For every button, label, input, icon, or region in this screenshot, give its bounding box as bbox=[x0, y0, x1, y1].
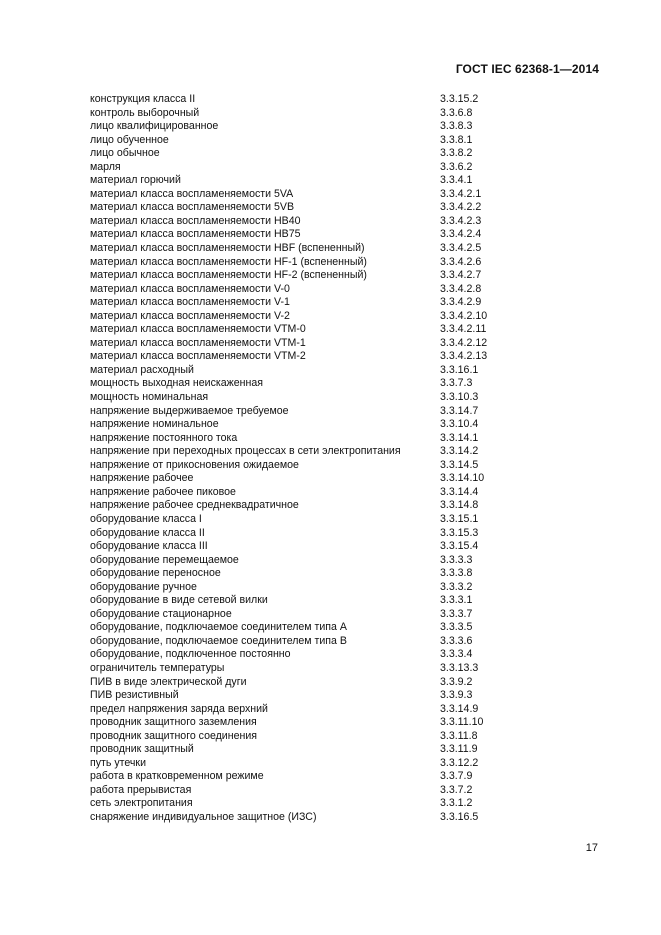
index-reference: 3.3.3.1 bbox=[440, 594, 473, 607]
index-entry bbox=[90, 527, 590, 541]
index-entry bbox=[90, 188, 590, 202]
index-reference: 3.3.11.10 bbox=[440, 716, 484, 729]
index-term: материал класса воспламеняемости V-1 bbox=[90, 296, 290, 309]
index-reference: 3.3.8.2 bbox=[440, 147, 473, 160]
index-entry bbox=[90, 554, 590, 568]
index-term: сеть электропитания bbox=[90, 797, 193, 810]
index-entry bbox=[90, 635, 590, 649]
index-entry bbox=[90, 730, 590, 744]
index-reference: 3.3.11.9 bbox=[440, 743, 478, 756]
index-reference: 3.3.7.2 bbox=[440, 783, 473, 796]
index-entry bbox=[90, 797, 590, 811]
index-entry bbox=[90, 107, 590, 121]
index-term: материал расходный bbox=[90, 363, 194, 376]
index-entry bbox=[90, 472, 590, 486]
index-entry bbox=[90, 215, 590, 229]
index-term: материал класса воспламеняемости HF-2 (вспененный) bbox=[90, 269, 367, 282]
index-term: оборудование переносное bbox=[90, 567, 221, 580]
index-reference: 3.3.9.3 bbox=[440, 689, 473, 702]
index-reference: 3.3.4.2.2 bbox=[440, 201, 482, 214]
index-entry bbox=[90, 703, 590, 717]
index-term: лицо обученное bbox=[90, 133, 169, 146]
index-term: оборудование, подключаемое соединителем типа В bbox=[90, 634, 347, 647]
index-entry bbox=[90, 757, 590, 771]
index-entry bbox=[90, 228, 590, 242]
index-term: напряжение рабочее среднеквадратичное bbox=[90, 499, 299, 512]
term-index-list bbox=[90, 93, 590, 825]
index-reference: 3.3.4.2.5 bbox=[440, 242, 482, 255]
index-reference: 3.3.8.1 bbox=[440, 133, 473, 146]
index-term: оборудование в виде сетевой вилки bbox=[90, 594, 268, 607]
index-entry bbox=[90, 147, 590, 161]
index-term: материал класса воспламеняемости 5VA bbox=[90, 187, 294, 200]
index-entry bbox=[90, 784, 590, 798]
index-reference: 3.3.11.8 bbox=[440, 729, 478, 742]
document-header: ГОСТ IEC 62368-1—2014 bbox=[455, 62, 599, 76]
index-entry bbox=[90, 811, 590, 825]
index-term: материал класса воспламеняемости VTM-2 bbox=[90, 350, 306, 363]
index-term: лицо обычное bbox=[90, 147, 160, 160]
index-term: проводник защитного заземления bbox=[90, 716, 257, 729]
index-entry bbox=[90, 337, 590, 351]
index-entry bbox=[90, 648, 590, 662]
index-term: материал класса воспламеняемости VTM-0 bbox=[90, 323, 306, 336]
index-reference: 3.3.13.3 bbox=[440, 661, 479, 674]
index-term: оборудование перемещаемое bbox=[90, 553, 239, 566]
index-entry bbox=[90, 459, 590, 473]
index-term: материал класса воспламеняемости HF-1 (вспененный) bbox=[90, 255, 367, 268]
index-entry bbox=[90, 256, 590, 270]
index-reference: 3.3.6.2 bbox=[440, 160, 473, 173]
index-term: предел напряжения заряда верхний bbox=[90, 702, 268, 715]
index-term: оборудование, подключенное постоянно bbox=[90, 648, 291, 661]
index-term: конструкция класса II bbox=[90, 93, 196, 105]
index-reference: 3.3.15.2 bbox=[440, 93, 479, 105]
index-reference: 3.3.3.5 bbox=[440, 621, 473, 634]
index-term: материал класса воспламеняемости HBF (вспененный) bbox=[90, 242, 365, 255]
index-entry bbox=[90, 581, 590, 595]
index-entry bbox=[90, 296, 590, 310]
index-reference: 3.3.3.3 bbox=[440, 553, 473, 566]
index-entry bbox=[90, 662, 590, 676]
index-reference: 3.3.4.1 bbox=[440, 174, 473, 187]
index-term: проводник защитного соединения bbox=[90, 729, 257, 742]
index-reference: 3.3.14.10 bbox=[440, 472, 485, 485]
index-entry bbox=[90, 350, 590, 364]
index-reference: 3.3.4.2.3 bbox=[440, 214, 482, 227]
index-entry bbox=[90, 174, 590, 188]
index-term: путь утечки bbox=[90, 756, 146, 769]
index-reference: 3.3.16.5 bbox=[440, 810, 479, 823]
index-term: материал класса воспламеняемости HB40 bbox=[90, 214, 301, 227]
index-term: снаряжение индивидуальное защитное (ИЗС) bbox=[90, 810, 317, 823]
index-reference: 3.3.14.8 bbox=[440, 499, 479, 512]
index-entry bbox=[90, 716, 590, 730]
index-term: оборудование класса II bbox=[90, 526, 205, 539]
index-reference: 3.3.10.4 bbox=[440, 418, 479, 431]
index-reference: 3.3.4.2.11 bbox=[440, 323, 487, 336]
index-reference: 3.3.3.8 bbox=[440, 567, 473, 580]
index-reference: 3.3.14.5 bbox=[440, 458, 479, 471]
index-term: оборудование, подключаемое соединителем типа А bbox=[90, 621, 347, 634]
index-entry bbox=[90, 770, 590, 784]
index-term: марля bbox=[90, 160, 121, 173]
index-entry bbox=[90, 391, 590, 405]
index-reference: 3.3.14.7 bbox=[440, 404, 479, 417]
index-term: материал класса воспламеняемости HB75 bbox=[90, 228, 301, 241]
index-reference: 3.3.4.2.7 bbox=[440, 269, 482, 282]
index-term: контроль выборочный bbox=[90, 106, 200, 119]
index-reference: 3.3.3.7 bbox=[440, 607, 473, 620]
index-term: материал класса воспламеняемости VTM-1 bbox=[90, 336, 306, 349]
index-entry bbox=[90, 283, 590, 297]
index-entry bbox=[90, 486, 590, 500]
index-reference: 3.3.15.1 bbox=[440, 512, 479, 525]
index-entry bbox=[90, 93, 590, 107]
index-entry bbox=[90, 621, 590, 635]
index-entry bbox=[90, 134, 590, 148]
index-term: ПИВ резистивный bbox=[90, 689, 179, 702]
index-reference: 3.3.7.9 bbox=[440, 770, 473, 783]
index-term: напряжение выдерживаемое требуемое bbox=[90, 404, 289, 417]
index-entry bbox=[90, 418, 590, 432]
index-reference: 3.3.3.4 bbox=[440, 648, 473, 661]
index-entry bbox=[90, 432, 590, 446]
index-term: оборудование класса I bbox=[90, 512, 202, 525]
index-reference: 3.3.7.3 bbox=[440, 377, 473, 390]
index-reference: 3.3.4.2.1 bbox=[440, 187, 482, 200]
index-term: оборудование класса III bbox=[90, 540, 208, 553]
index-reference: 3.3.14.9 bbox=[440, 702, 479, 715]
index-term: ПИВ в виде электрической дуги bbox=[90, 675, 247, 688]
index-reference: 3.3.6.8 bbox=[440, 106, 473, 119]
index-term: работа в кратковременном режиме bbox=[90, 770, 264, 783]
index-entry bbox=[90, 323, 590, 337]
index-reference: 3.3.12.2 bbox=[440, 756, 479, 769]
index-term: материал горючий bbox=[90, 174, 181, 187]
index-reference: 3.3.14.1 bbox=[440, 431, 479, 444]
index-entry bbox=[90, 161, 590, 175]
index-term: материал класса воспламеняемости V-2 bbox=[90, 309, 290, 322]
index-term: материал класса воспламеняемости 5VB bbox=[90, 201, 295, 214]
index-entry bbox=[90, 689, 590, 703]
index-reference: 3.3.3.6 bbox=[440, 634, 473, 647]
index-entry bbox=[90, 377, 590, 391]
index-term: напряжение от прикосновения ожидаемое bbox=[90, 458, 299, 471]
index-reference: 3.3.14.4 bbox=[440, 485, 479, 498]
index-entry bbox=[90, 120, 590, 134]
index-reference: 3.3.8.3 bbox=[440, 120, 473, 133]
index-term: мощность выходная неискаженная bbox=[90, 377, 263, 390]
index-reference: 3.3.4.2.4 bbox=[440, 228, 482, 241]
index-entry bbox=[90, 242, 590, 256]
index-entry bbox=[90, 594, 590, 608]
index-reference: 3.3.1.2 bbox=[440, 797, 473, 810]
index-term: напряжение при переходных процессах в сети электропитания bbox=[90, 445, 401, 458]
index-reference: 3.3.16.1 bbox=[440, 363, 479, 376]
index-reference: 3.3.10.3 bbox=[440, 391, 479, 404]
index-entry bbox=[90, 310, 590, 324]
index-term: мощность номинальная bbox=[90, 391, 209, 404]
index-entry bbox=[90, 540, 590, 554]
index-reference: 3.3.4.2.10 bbox=[440, 309, 488, 322]
index-term: напряжение рабочее bbox=[90, 472, 194, 485]
index-reference: 3.3.15.4 bbox=[440, 540, 479, 553]
index-term: материал класса воспламеняемости V-0 bbox=[90, 282, 290, 295]
index-reference: 3.3.9.2 bbox=[440, 675, 473, 688]
index-entry bbox=[90, 608, 590, 622]
page-number: 17 bbox=[585, 842, 598, 854]
index-term: работа прерывистая bbox=[90, 783, 192, 796]
index-entry bbox=[90, 499, 590, 513]
index-reference: 3.3.4.2.9 bbox=[440, 296, 482, 309]
index-entry bbox=[90, 445, 590, 459]
index-entry bbox=[90, 364, 590, 378]
index-entry bbox=[90, 405, 590, 419]
index-entry bbox=[90, 201, 590, 215]
index-term: напряжение рабочее пиковое bbox=[90, 485, 236, 498]
index-term: напряжение номинальное bbox=[90, 418, 219, 431]
index-term: напряжение постоянного тока bbox=[90, 431, 238, 444]
index-reference: 3.3.4.2.12 bbox=[440, 336, 488, 349]
index-reference: 3.3.4.2.13 bbox=[440, 350, 488, 363]
index-entry bbox=[90, 567, 590, 581]
index-entry bbox=[90, 743, 590, 757]
index-term: оборудование стационарное bbox=[90, 607, 232, 620]
index-reference: 3.3.4.2.8 bbox=[440, 282, 482, 295]
index-term: лицо квалифицированное bbox=[90, 120, 219, 133]
index-reference: 3.3.15.3 bbox=[440, 526, 479, 539]
index-entry bbox=[90, 676, 590, 690]
index-term: оборудование ручное bbox=[90, 580, 197, 593]
index-reference: 3.3.14.2 bbox=[440, 445, 479, 458]
index-reference: 3.3.4.2.6 bbox=[440, 255, 482, 268]
index-term: проводник защитный bbox=[90, 743, 194, 756]
index-term: ограничитель температуры bbox=[90, 661, 225, 674]
index-entry bbox=[90, 513, 590, 527]
index-entry bbox=[90, 269, 590, 283]
index-reference: 3.3.3.2 bbox=[440, 580, 473, 593]
